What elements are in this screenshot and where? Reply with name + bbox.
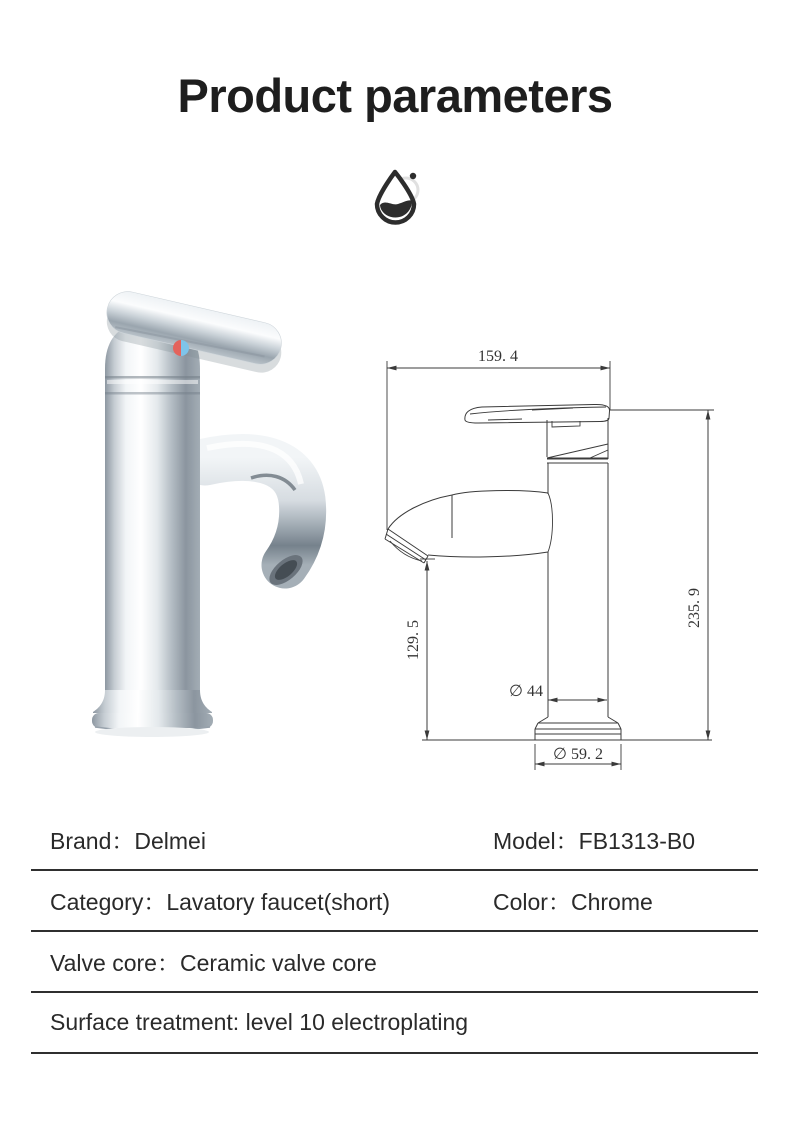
water-drop-icon: [368, 166, 422, 230]
drop-dot: [410, 173, 416, 179]
faucet-photo: [55, 272, 375, 742]
hot-cold-indicator-dot: [173, 340, 189, 356]
spec-color: Color：Chrome: [493, 889, 653, 915]
spec-category: Category：Lavatory faucet(short): [50, 889, 391, 915]
drawing-dimensions: [387, 348, 714, 770]
spec-valve-core: Valve core：Ceramic valve core: [50, 950, 377, 976]
faucet-body: [105, 398, 200, 690]
page-title: Product parameters: [177, 69, 613, 122]
dim-body-diameter-label: ∅ 44: [509, 683, 543, 700]
drawing-faucet-outline: [385, 404, 621, 740]
spec-surface-treatment: Surface treatment: level 10 electroplating: [50, 1009, 469, 1035]
spec-brand: Brand：Delmei: [50, 828, 206, 854]
dim-total-height-label: 235. 9: [686, 588, 703, 628]
spec-table: [31, 810, 758, 1054]
dim-width-label: 159. 4: [478, 348, 518, 365]
faucet-technical-drawing: [370, 330, 780, 790]
table-row: [31, 871, 758, 932]
faucet-spout: [205, 444, 308, 591]
faucet-base: [92, 690, 213, 737]
table-row: [31, 932, 758, 993]
spec-model: Model：FB1313-B0: [493, 828, 695, 854]
table-row: [31, 810, 758, 871]
table-row: [31, 993, 758, 1054]
dim-spout-height-label: 129. 5: [405, 620, 422, 660]
dim-base-diameter-label: ∅ 59. 2: [553, 746, 603, 763]
